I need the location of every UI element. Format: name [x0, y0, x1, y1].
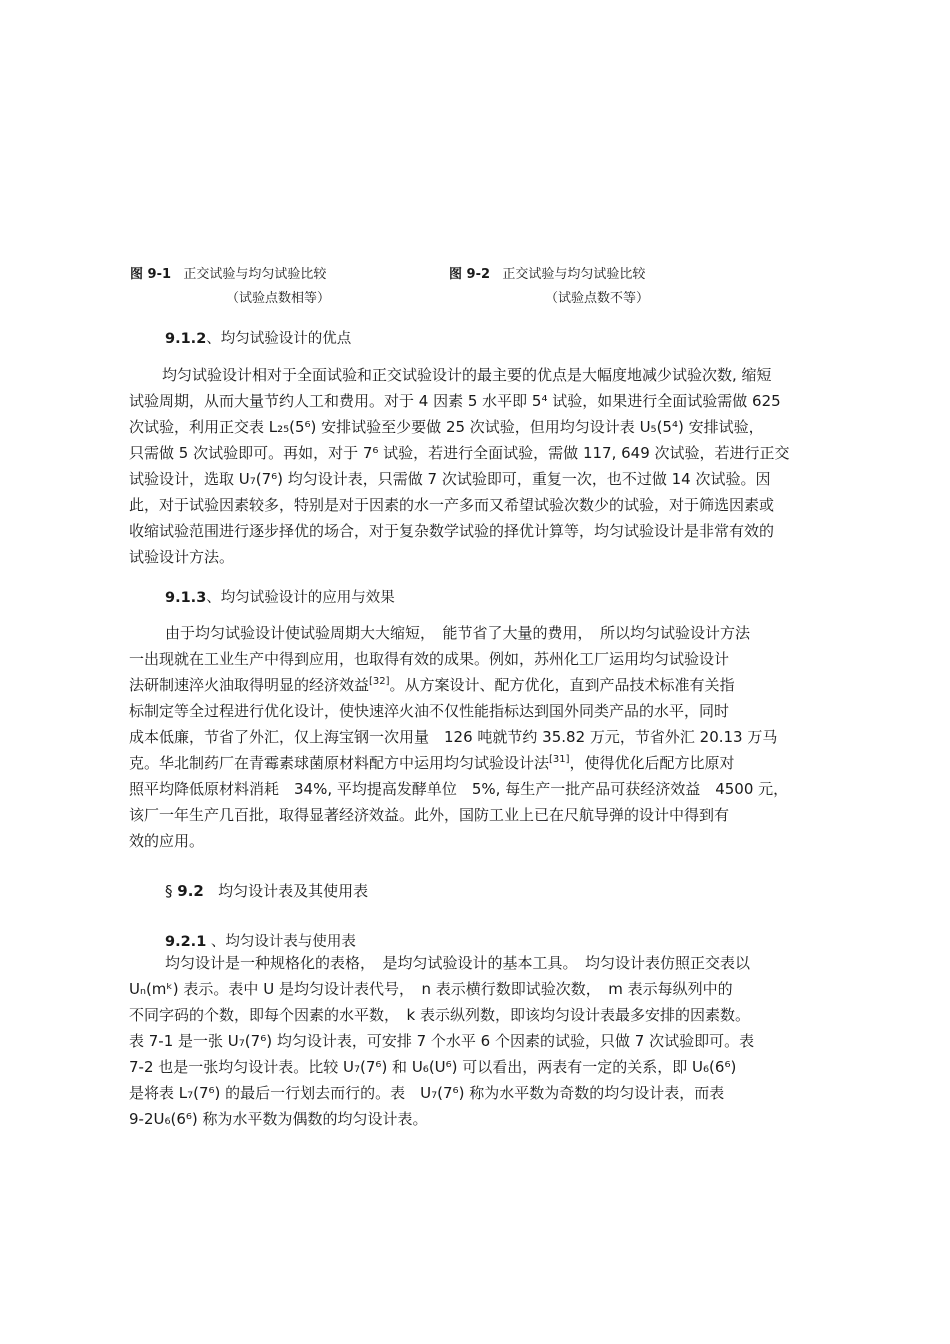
text-line: 次试验，利用正交表 L₂₅(5⁶) 安排试验至少要做 25 次试验，但用均匀设计表 U₅(5⁴) 安排试验，: [129, 418, 764, 436]
text-line: 9-2U₆(6⁶) 称为水平数为偶数的均匀设计表。: [129, 1110, 428, 1128]
citation-ref: [31]: [549, 754, 570, 765]
text-line: Uₙ(mᵏ) 表示。表中 U 是均匀设计表代号， n 表示横行数即试验次数， m 表示每纵列中的: [129, 980, 733, 998]
text-line: 一出现就在工业生产中得到应用，也取得有效的成果。例如，苏州化工厂运用均匀试验设计: [129, 650, 730, 668]
text-line: 法研制速淬火油取得明显的经济效益[32]。从方案设计、配方优化，直到产品技术标准有关指: [129, 676, 735, 694]
text-line: 效的应用。: [129, 832, 205, 850]
section-heading-9-2-1: 9.2.1 、均匀设计表与使用表: [165, 934, 356, 950]
figure-title: 正交试验与均匀试验比较: [183, 267, 327, 282]
text-line: 成本低廉，节省了外汇，仅上海宝钢一次用量 126 吨就节约 35.82 万元，节省外汇 20.13 万马: [129, 728, 778, 746]
text-line: 试验设计，选取 U₇(7⁶) 均匀设计表，只需做 7 次试验即可，重复一次，也不过做 14 次试验。因: [129, 470, 771, 488]
section-heading-9-2: § 9.2 均匀设计表及其使用表: [165, 882, 369, 900]
text-line: 该厂一年生产几百批，取得显著经济效益。此外，国防工业上已在尺航导弹的设计中得到有: [129, 806, 730, 824]
section-heading-9-1-3: 9.1.3、均匀试验设计的应用与效果: [165, 590, 395, 606]
figure-9-1-caption: [130, 266, 331, 306]
figure-note: （试验点数不等）: [545, 291, 650, 306]
text-line: 试验设计方法。: [129, 548, 235, 566]
text-line: 试验周期，从而大量节约人工和费用。对于 4 因素 5 水平即 5⁴ 试验，如果进行全面试验需做 625: [129, 392, 781, 410]
figure-label: 图 9-2: [449, 267, 491, 282]
text-line: 是将表 L₇(7⁶) 的最后一行划去而行的。表 U₇(7⁶) 称为水平数为奇数的均匀设计表，而表: [129, 1084, 725, 1102]
paragraph-9-1-2: [129, 362, 859, 570]
text-line: 收缩试验范围进行逐步择优的场合，对于复杂数学试验的择优计算等，均匀试验设计是非常有效的: [129, 522, 775, 540]
paragraph-9-2-1: [129, 950, 859, 1132]
figure-note: （试验点数相等）: [226, 291, 331, 306]
figure-title: 正交试验与均匀试验比较: [502, 267, 646, 282]
figure-9-2-caption: [449, 266, 650, 306]
text-line: 7-2 也是一张均匀设计表。比较 U₇(7⁶) 和 U₆(U⁶) 可以看出，两表有一定的关系，即 U₆(6⁶): [129, 1058, 737, 1076]
text-line: 表 7-1 是一张 U₇(7⁶) 均匀设计表，可安排 7 个水平 6 个因素的试验，只做 7 次试验即可。表: [129, 1032, 755, 1050]
text-line: 克。华北制药厂在青霉素球菌原材料配方中运用均匀试验设计法[31]，使得优化后配方比原对: [129, 754, 735, 772]
text-line: 此，对于试验因素较多，特别是对于因素的水一产多而又希望试验次数少的试验，对于筛选因素或: [129, 496, 775, 514]
citation-ref: [32]: [369, 676, 390, 687]
section-heading-9-1-2: 9.1.2、均匀试验设计的优点: [165, 331, 352, 347]
text-line: 均匀设计是一种规格化的表格， 是均匀试验设计的基本工具。 均匀设计表仿照正交表以: [165, 954, 751, 972]
figure-label: 图 9-1: [130, 267, 172, 282]
text-line: 照平均降低原材料消耗 34%, 平均提高发酵单位 5%, 每生产一批产品可获经济效益 4500 元，: [129, 780, 789, 798]
text-line: 只需做 5 次试验即可。再如，对于 7⁶ 试验，若进行全面试验，需做 117, 649 次试验，若进行正交: [129, 444, 790, 462]
text-line: 均匀试验设计相对于全面试验和正交试验设计的最主要的优点是大幅度地减少试验次数, 缩短: [162, 366, 772, 384]
text-line: 不同字码的个数，即每个因素的水平数， k 表示纵列数，即该均匀设计表最多安排的因素数。: [129, 1006, 750, 1024]
paragraph-9-1-3: [129, 620, 859, 854]
text-line: 标制定等全过程进行优化设计，使快速淬火油不仅性能指标达到国外同类产品的水平，同时: [129, 702, 730, 720]
text-line: 由于均匀试验设计使试验周期大大缩短， 能节省了大量的费用， 所以均匀试验设计方法: [165, 624, 751, 642]
